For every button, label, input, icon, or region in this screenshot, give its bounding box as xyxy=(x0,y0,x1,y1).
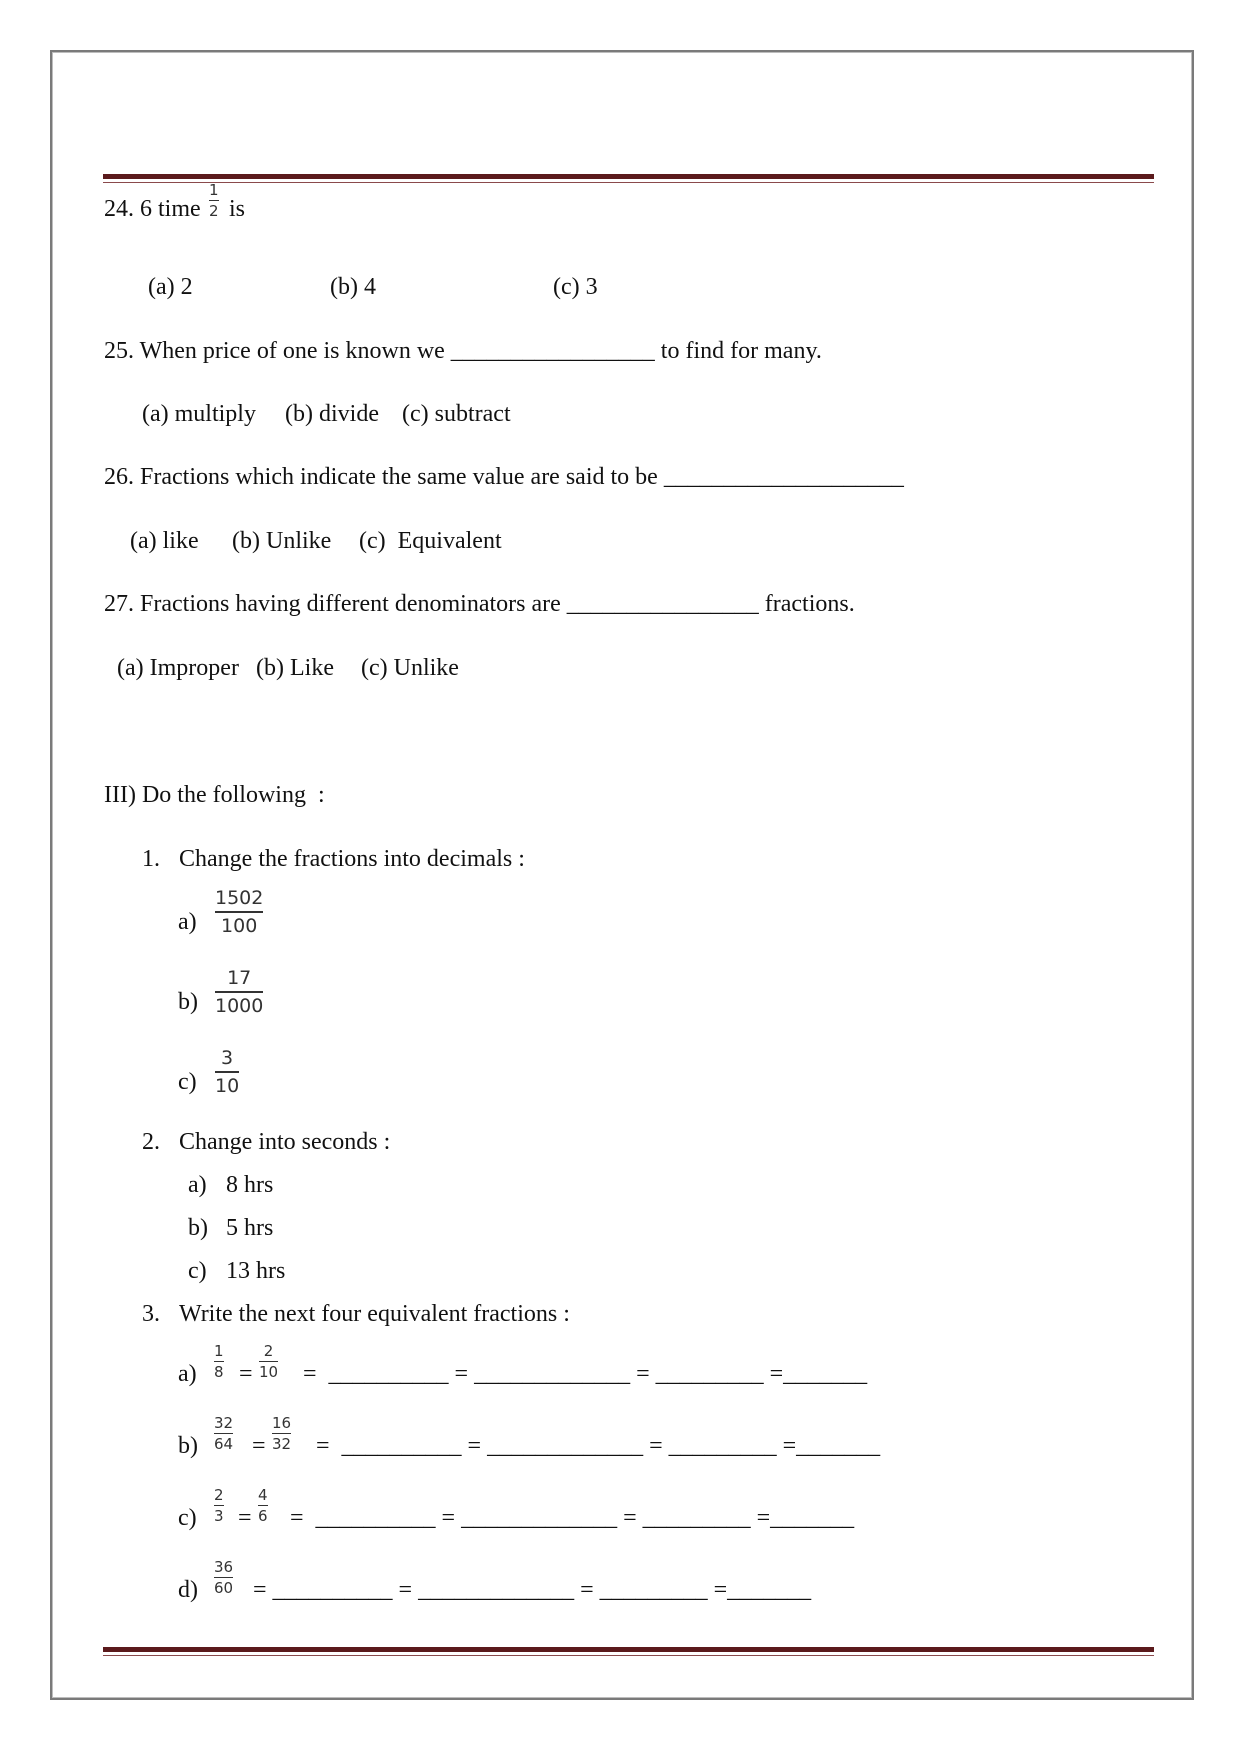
task1-number: 1. xyxy=(142,846,160,872)
task2-item-b-text: 5 hrs xyxy=(226,1215,274,1241)
task3-item-c-fraction-1: 2 3 xyxy=(214,1486,224,1525)
task2-item-a-label: a) xyxy=(188,1172,207,1198)
q26-text: 26. Fractions which indicate the same value are said to be ____________________ xyxy=(104,464,904,490)
task1-item-b-label: b) xyxy=(178,989,198,1015)
task3-item-a-blanks[interactable]: = __________ = _____________ = _________ =_______ xyxy=(303,1361,868,1387)
task3-item-b-fraction-2: 16 32 xyxy=(272,1414,292,1453)
task3-item-a-fraction-1: 1 8 xyxy=(214,1342,224,1381)
q24-option-b[interactable]: (b) 4 xyxy=(330,274,376,300)
task2-number: 2. xyxy=(142,1129,160,1155)
task3-item-b-label: b) xyxy=(178,1433,198,1459)
q25-option-a[interactable]: (a) multiply xyxy=(142,401,256,427)
task3-item-b-equals: = xyxy=(252,1433,266,1459)
task1-item-a-fraction: 1502 100 xyxy=(215,887,264,937)
footer-rule xyxy=(103,1647,1154,1656)
task3-item-d-label: d) xyxy=(178,1577,198,1603)
q25-text: 25. When price of one is known we _________________ to find for many. xyxy=(104,338,822,364)
task2-item-c-label: c) xyxy=(188,1258,207,1284)
section3-heading: III) Do the following : xyxy=(104,782,325,808)
task3-item-c-fraction-2: 4 6 xyxy=(258,1486,268,1525)
task2-item-a-text: 8 hrs xyxy=(226,1172,274,1198)
task2-item-c-text: 13 hrs xyxy=(226,1258,286,1284)
q24-fraction-denominator: 2 xyxy=(209,202,219,220)
task3-item-a-equals: = xyxy=(239,1361,253,1387)
header-rule xyxy=(103,174,1154,183)
task2-text: Change into seconds : xyxy=(179,1129,391,1155)
q24-fraction xyxy=(209,182,219,219)
task3-item-d-blanks[interactable]: = __________ = _____________ = _________ =_______ xyxy=(253,1577,812,1603)
task3-text: Write the next four equivalent fractions : xyxy=(179,1301,570,1327)
q26-option-a[interactable]: (a) like xyxy=(130,528,199,554)
task3-item-c-equals: = xyxy=(238,1505,252,1531)
q25-option-b[interactable]: (b) divide xyxy=(285,401,379,427)
task1-text: Change the fractions into decimals : xyxy=(179,846,525,872)
q24-option-c[interactable]: (c) 3 xyxy=(553,274,598,300)
q25-option-c[interactable]: (c) subtract xyxy=(402,401,511,427)
task1-item-c-fraction: 3 10 xyxy=(215,1047,240,1097)
task3-item-a-fraction-2: 2 10 xyxy=(259,1342,279,1381)
task3-item-a-label: a) xyxy=(178,1361,197,1387)
q26-option-c[interactable]: (c) Equivalent xyxy=(359,528,502,554)
q27-option-b[interactable]: (b) Like xyxy=(256,655,334,681)
task3-item-c-blanks[interactable]: = __________ = _____________ = _________ =_______ xyxy=(290,1505,855,1531)
q27-option-c[interactable]: (c) Unlike xyxy=(361,655,459,681)
task3-item-b-blanks[interactable]: = __________ = _____________ = _________ =_______ xyxy=(316,1433,881,1459)
q24-suffix: is xyxy=(229,196,246,222)
task2-item-b-label: b) xyxy=(188,1215,208,1241)
task3-number: 3. xyxy=(142,1301,160,1327)
task1-item-c-label: c) xyxy=(178,1069,197,1095)
q27-option-a[interactable]: (a) Improper xyxy=(117,655,239,681)
task1-item-b-fraction: 17 1000 xyxy=(215,967,264,1017)
q27-text: 27. Fractions having different denominators are ________________ fractions. xyxy=(104,591,855,617)
q26-option-b[interactable]: (b) Unlike xyxy=(232,528,332,554)
q24-option-a[interactable]: (a) 2 xyxy=(148,274,193,300)
q24-prefix: 24. 6 time xyxy=(104,196,201,222)
task3-item-c-label: c) xyxy=(178,1505,197,1531)
task3-item-b-fraction-1: 32 64 xyxy=(214,1414,234,1453)
task3-item-d-fraction-1: 36 60 xyxy=(214,1558,234,1597)
q24-fraction-numerator: 1 xyxy=(209,181,219,199)
task1-item-a-label: a) xyxy=(178,909,197,935)
